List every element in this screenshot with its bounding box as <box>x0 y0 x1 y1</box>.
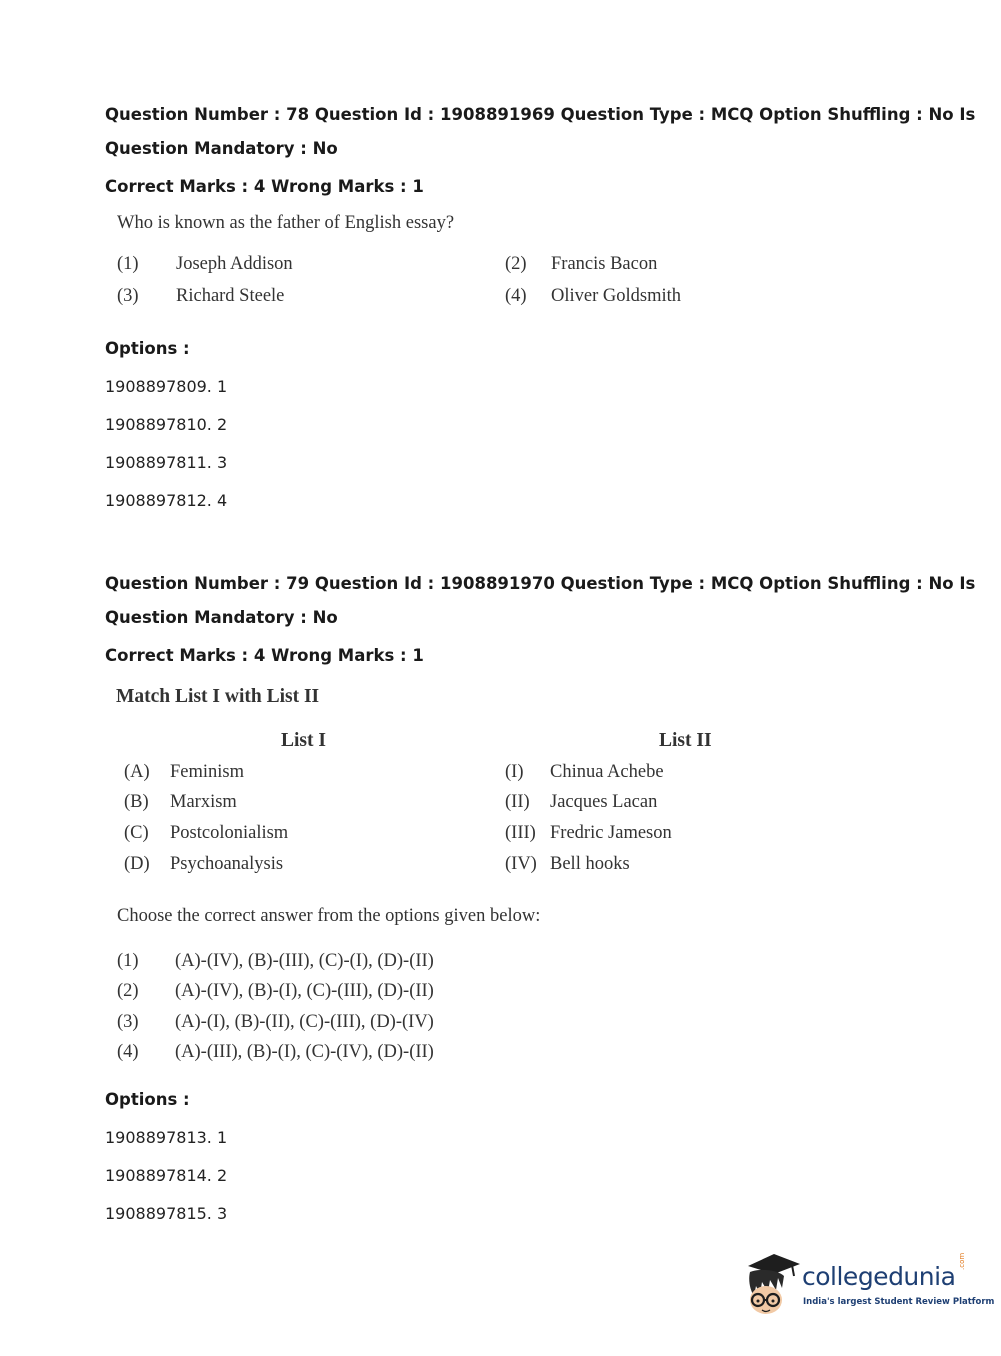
q79-list1-item-a: Feminism <box>170 762 245 782</box>
q78-options-label: Options : <box>105 339 190 358</box>
q79-list2-item-iii: Fredric Jameson <box>550 823 672 843</box>
q79-list1-key-a: (A) <box>124 762 150 782</box>
q78-choice-4-text: Oliver Goldsmith <box>551 286 682 306</box>
q79-list2-title: List II <box>659 730 712 751</box>
q79-choice-4-num: (4) <box>117 1042 139 1062</box>
q79-list2-item-iv: Bell hooks <box>550 854 630 874</box>
q79-instruction: Choose the correct answer from the options given below: <box>117 906 541 926</box>
q79-list1-item-c: Postcolonialism <box>170 823 289 843</box>
logo-dotcom: .com <box>958 1252 966 1270</box>
q79-choice-3-num: (3) <box>117 1012 139 1032</box>
q79-list1-item-b: Marxism <box>170 792 237 812</box>
q79-list2-key-ii: (II) <box>505 792 530 812</box>
q79-option-1: 1908897813. 1 <box>105 1128 228 1147</box>
q79-list1-item-d: Psychoanalysis <box>170 854 284 874</box>
q78-option-2: 1908897810. 2 <box>105 415 228 434</box>
q78-choice-1-num: (1) <box>117 254 139 274</box>
q79-option-2: 1908897814. 2 <box>105 1166 228 1185</box>
q78-option-4: 1908897812. 4 <box>105 491 228 510</box>
q78-header-line2: Question Mandatory : No <box>105 139 338 158</box>
q78-choice-3-text: Richard Steele <box>176 286 285 306</box>
q78-option-1: 1908897809. 1 <box>105 377 228 396</box>
q78-question: Who is known as the father of English essay? <box>117 213 455 233</box>
q79-question: Match List I with List II <box>116 686 320 707</box>
q79-options-label: Options : <box>105 1090 190 1109</box>
q78-marks: Correct Marks : 4 Wrong Marks : 1 <box>105 177 424 196</box>
q79-list2-key-iv: (IV) <box>505 854 537 874</box>
q79-list2-item-i: Chinua Achebe <box>550 762 664 782</box>
logo-tagline: India's largest Student Review Platform <box>803 1297 995 1307</box>
q79-list2-item-ii: Jacques Lacan <box>550 792 658 812</box>
q79-choice-2-text: (A)-(IV), (B)-(I), (C)-(III), (D)-(II) <box>175 981 434 1001</box>
q79-choice-1-text: (A)-(IV), (B)-(III), (C)-(I), (D)-(II) <box>175 951 434 971</box>
q79-choice-2-num: (2) <box>117 981 139 1001</box>
q78-choice-3-num: (3) <box>117 286 139 306</box>
q79-choice-1-num: (1) <box>117 951 139 971</box>
q79-header-line1: Question Number : 79 Question Id : 1908891970 Question Type : MCQ Option Shuffling : No Is <box>105 574 976 593</box>
q78-choice-1-text: Joseph Addison <box>176 254 293 274</box>
q78-choice-2-num: (2) <box>505 254 527 274</box>
mascot-icon <box>742 1250 802 1320</box>
q78-header-line1: Question Number : 78 Question Id : 1908891969 Question Type : MCQ Option Shuffling : No Is <box>105 105 976 124</box>
q78-option-3: 1908897811. 3 <box>105 453 228 472</box>
q79-option-3: 1908897815. 3 <box>105 1204 228 1223</box>
q78-choice-2-text: Francis Bacon <box>551 254 658 274</box>
q79-choice-4-text: (A)-(III), (B)-(I), (C)-(IV), (D)-(II) <box>175 1042 434 1062</box>
q79-list2-key-i: (I) <box>505 762 524 782</box>
q79-marks: Correct Marks : 4 Wrong Marks : 1 <box>105 646 424 665</box>
q79-choice-3-text: (A)-(I), (B)-(II), (C)-(III), (D)-(IV) <box>175 1012 434 1032</box>
logo-wordmark: collegedunia <box>802 1262 956 1291</box>
q78-choice-4-num: (4) <box>505 286 527 306</box>
q79-list1-key-c: (C) <box>124 823 149 843</box>
q79-list1-title: List I <box>281 730 326 751</box>
q79-header-line2: Question Mandatory : No <box>105 608 338 627</box>
q79-list1-key-b: (B) <box>124 792 149 812</box>
q79-list2-key-iii: (III) <box>505 823 536 843</box>
q79-list1-key-d: (D) <box>124 854 150 874</box>
